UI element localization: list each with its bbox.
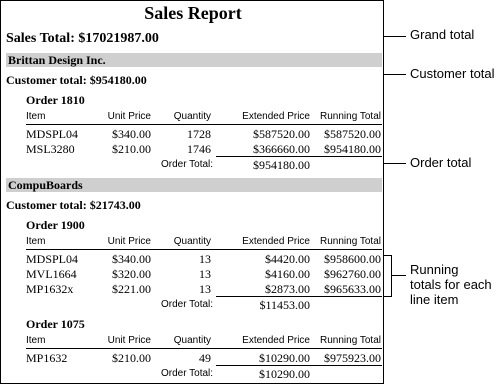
column-header-running-total: Running Total <box>320 335 381 346</box>
order-total-rule <box>216 296 382 297</box>
unit-price-cell: $340.00 <box>112 252 151 266</box>
customer-band <box>6 53 382 67</box>
item-cell: MP1632 <box>26 351 68 365</box>
column-header-unit-price: Unit Price <box>107 236 151 247</box>
order-total-rule <box>216 365 382 366</box>
extended-price-cell: $4160.00 <box>265 267 310 281</box>
column-header-quantity: Quantity <box>173 236 211 247</box>
order-total-label: Order Total: <box>161 159 214 170</box>
running-totals-callout-line-3: line item <box>410 292 459 307</box>
column-header-quantity: Quantity <box>173 111 211 122</box>
order-total-value: $954180.00 <box>253 158 310 172</box>
column-header-item: Item <box>26 335 46 346</box>
customer-name: Brittan Design Inc. <box>8 53 106 67</box>
grand-total-pointer <box>384 36 406 37</box>
extended-price-cell: $2873.00 <box>265 282 310 296</box>
unit-price-cell: $210.00 <box>112 351 151 365</box>
column-header-extended-price: Extended Price <box>242 335 310 346</box>
column-header-running-total: Running Total <box>320 236 381 247</box>
running-total-cell: $962760.00 <box>324 267 381 281</box>
extended-price-cell: $587520.00 <box>253 127 310 141</box>
order-title: Order 1810 <box>26 93 85 107</box>
report-title: Sales Report <box>144 3 242 23</box>
running-total-cell: $954180.00 <box>324 142 381 156</box>
extended-price-cell: $366660.00 <box>253 142 310 156</box>
quantity-cell: 13 <box>199 282 211 296</box>
unit-price-cell: $221.00 <box>112 282 151 296</box>
running-total-cell: $975923.00 <box>324 351 381 365</box>
quantity-cell: 1728 <box>187 127 211 141</box>
order-total-label: Order Total: <box>161 299 214 310</box>
quantity-cell: 1746 <box>187 142 211 156</box>
header-rule <box>26 348 382 349</box>
customer-name: CompuBoards <box>8 178 83 192</box>
grand-total-callout: Grand total <box>410 27 475 42</box>
quantity-cell: 13 <box>199 252 211 266</box>
customer-total: Customer total: $954180.00 <box>6 73 147 87</box>
column-header-extended-price: Extended Price <box>242 236 310 247</box>
item-cell: MDSPL04 <box>26 252 79 266</box>
order-total-value: $11453.00 <box>259 298 310 312</box>
column-header-unit-price: Unit Price <box>107 335 151 346</box>
extended-price-cell: $10290.00 <box>259 351 310 365</box>
order-total-value: $10290.00 <box>259 367 310 381</box>
column-header-extended-price: Extended Price <box>242 111 310 122</box>
customer-band <box>6 178 382 192</box>
running-totals-callout-line-1: Running <box>410 262 459 277</box>
running-totals-pointer <box>392 275 406 276</box>
column-header-unit-price: Unit Price <box>107 111 151 122</box>
column-header-item: Item <box>26 236 46 247</box>
item-cell: MSL3280 <box>26 142 75 156</box>
order-total-callout: Order total <box>410 155 472 170</box>
customer-total-pointer <box>384 74 406 75</box>
order-title: Order 1075 <box>26 317 85 331</box>
header-rule <box>26 124 382 125</box>
running-total-cell: $958600.00 <box>324 252 381 266</box>
order-total-label: Order Total: <box>161 368 214 379</box>
running-total-cell: $965633.00 <box>324 282 381 296</box>
running-totals-bracket <box>384 255 392 297</box>
unit-price-cell: $210.00 <box>112 142 151 156</box>
header-rule <box>26 249 382 250</box>
running-total-cell: $587520.00 <box>324 127 381 141</box>
running-totals-callout-line-2: totals for each <box>410 277 492 292</box>
order-total-rule <box>216 156 382 157</box>
column-header-item: Item <box>26 111 46 122</box>
quantity-cell: 13 <box>199 267 211 281</box>
item-cell: MVL1664 <box>26 267 77 281</box>
item-cell: MDSPL04 <box>26 127 79 141</box>
order-title: Order 1900 <box>26 218 85 232</box>
column-header-quantity: Quantity <box>173 335 211 346</box>
column-header-running-total: Running Total <box>320 111 381 122</box>
unit-price-cell: $320.00 <box>112 267 151 281</box>
quantity-cell: 49 <box>199 351 211 365</box>
order-total-pointer <box>384 163 406 164</box>
unit-price-cell: $340.00 <box>112 127 151 141</box>
customer-total: Customer total: $21743.00 <box>6 198 141 212</box>
customer-total-callout: Customer total <box>410 66 495 81</box>
item-cell: MP1632x <box>26 282 74 296</box>
extended-price-cell: $4420.00 <box>265 252 310 266</box>
grand-total: Sales Total: $17021987.00 <box>6 31 159 46</box>
